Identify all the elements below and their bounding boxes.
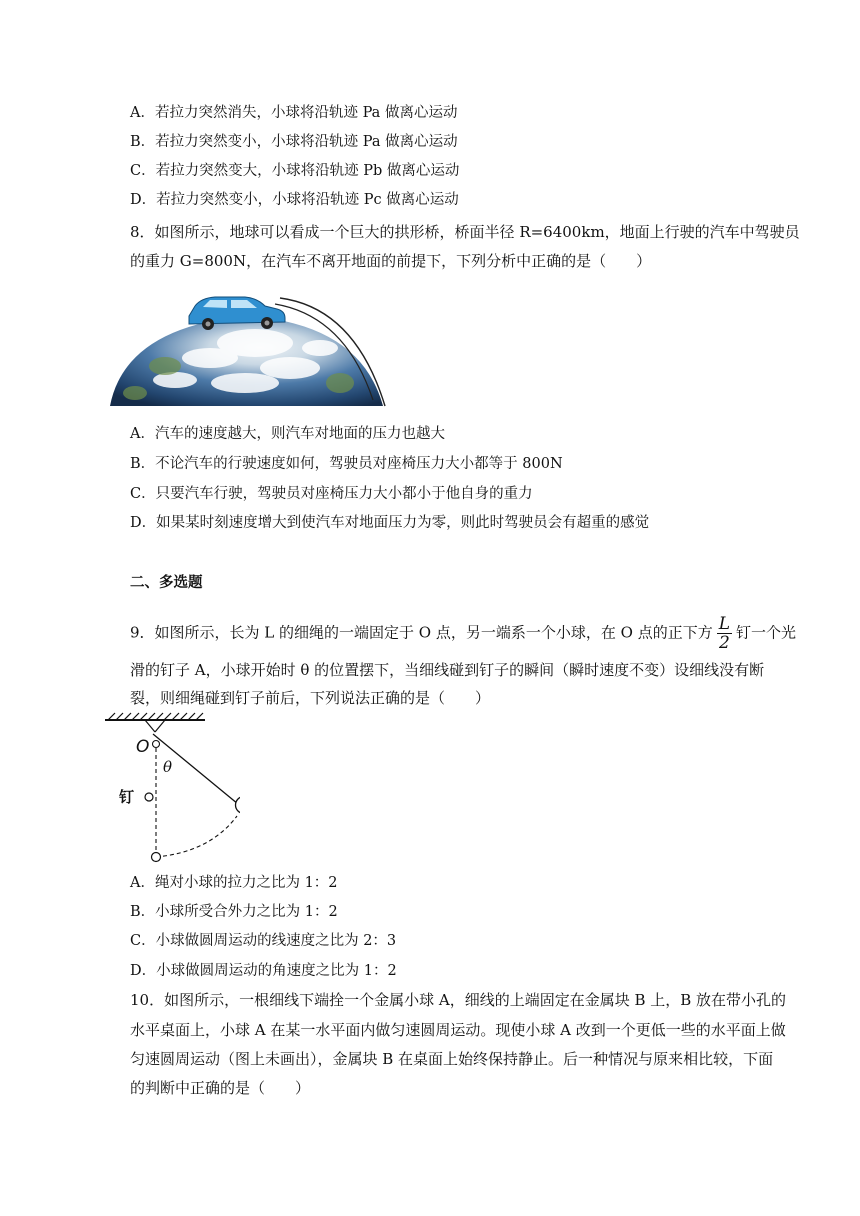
q9-fraction-numerator: L xyxy=(718,614,731,634)
q9-stem-line3: 裂，则细绳碰到钉子前后，下列说法正确的是（ ） xyxy=(130,689,491,707)
q10-stem-line2: 水平桌面上，小球 A 在某一水平面内做匀速圆周运动。现使小球 A 改到一个更低一些的水平面上做 xyxy=(130,1021,786,1039)
ceiling-hatch xyxy=(108,713,203,720)
pendulum-ball xyxy=(236,797,241,814)
q8-stem-line2: 的重力 G=800N，在汽车不离开地面的前提下，下列分析中正确的是（ ） xyxy=(130,252,652,270)
q9-fraction xyxy=(717,615,732,652)
q9-option-b: B．小球所受合外力之比为 1：2 xyxy=(130,904,338,920)
nail-point xyxy=(145,793,153,801)
earth-car-figure xyxy=(105,288,390,408)
q8-option-b: B．不论汽车的行驶速度如何，驾驶员对座椅压力大小都等于 800N xyxy=(130,456,563,472)
q8-stem-line1: 8．如图所示，地球可以看成一个巨大的拱形桥，桥面半径 R=6400km，地面上行驶的汽车中驾驶员 xyxy=(130,223,800,241)
q7-option-b: B．若拉力突然变小，小球将沿轨迹 Pa 做离心运动 xyxy=(130,134,458,150)
angle-theta-label: θ xyxy=(163,758,173,776)
q10-stem-line3: 匀速圆周运动（图上未画出），金属块 B 在桌面上始终保持静止。后一种情况与原来相比较，下面 xyxy=(130,1050,774,1068)
pendulum-figure xyxy=(100,712,240,867)
lowest-point-ball xyxy=(152,853,161,862)
q9-stem-line2: 滑的钉子 A，小球开始时 θ 的位置摆下，当细线碰到钉子的瞬间（瞬时速度不变）设细线没有断 xyxy=(130,661,765,679)
nail-label: 钉 xyxy=(119,788,135,806)
q9-stem-line1 xyxy=(130,615,796,652)
pivot-point xyxy=(153,741,160,748)
q9-stem-line1-pre: 9．如图所示，长为 L 的细绳的一端固定于 O 点，另一端系一个小球，在 O 点的正下方 xyxy=(130,623,713,642)
q8-option-d: D．如果某时刻速度增大到使汽车对地面压力为零，则此时驾驶员会有超重的感觉 xyxy=(130,515,650,531)
swing-arc xyxy=(156,816,237,857)
q10-stem-line1: 10．如图所示，一根细线下端拴一个金属小球 A，细线的上端固定在金属块 B 上，B 放在带小孔的 xyxy=(130,991,787,1009)
q8-option-a: A．汽车的速度越大，则汽车对地面的压力也越大 xyxy=(130,426,445,442)
q8-option-c: C．只要汽车行驶，驾驶员对座椅压力大小都小于他自身的重力 xyxy=(130,486,533,502)
point-o-label: O xyxy=(136,737,150,757)
hook-line-left xyxy=(145,720,155,732)
hook-line-right xyxy=(155,720,165,732)
q7-option-a: A．若拉力突然消失，小球将沿轨迹 Pa 做离心运动 xyxy=(130,105,458,121)
q9-option-d: D．小球做圆周运动的角速度之比为 1：2 xyxy=(130,963,397,979)
q9-option-a: A．绳对小球的拉力之比为 1：2 xyxy=(130,875,338,891)
q7-option-c: C．若拉力突然变大，小球将沿轨迹 Pb 做离心运动 xyxy=(130,163,460,179)
q9-option-c: C．小球做圆周运动的线速度之比为 2：3 xyxy=(130,933,397,949)
q7-option-d: D．若拉力突然变小，小球将沿轨迹 Pc 做离心运动 xyxy=(130,192,459,208)
q9-fraction-denominator: 2 xyxy=(718,633,730,653)
q9-stem-line1-post: 钉一个光 xyxy=(736,623,797,642)
section-heading-multiple-choice: 二、多选题 xyxy=(130,575,203,591)
q10-stem-line4: 的判断中正确的是（ ） xyxy=(130,1079,311,1097)
